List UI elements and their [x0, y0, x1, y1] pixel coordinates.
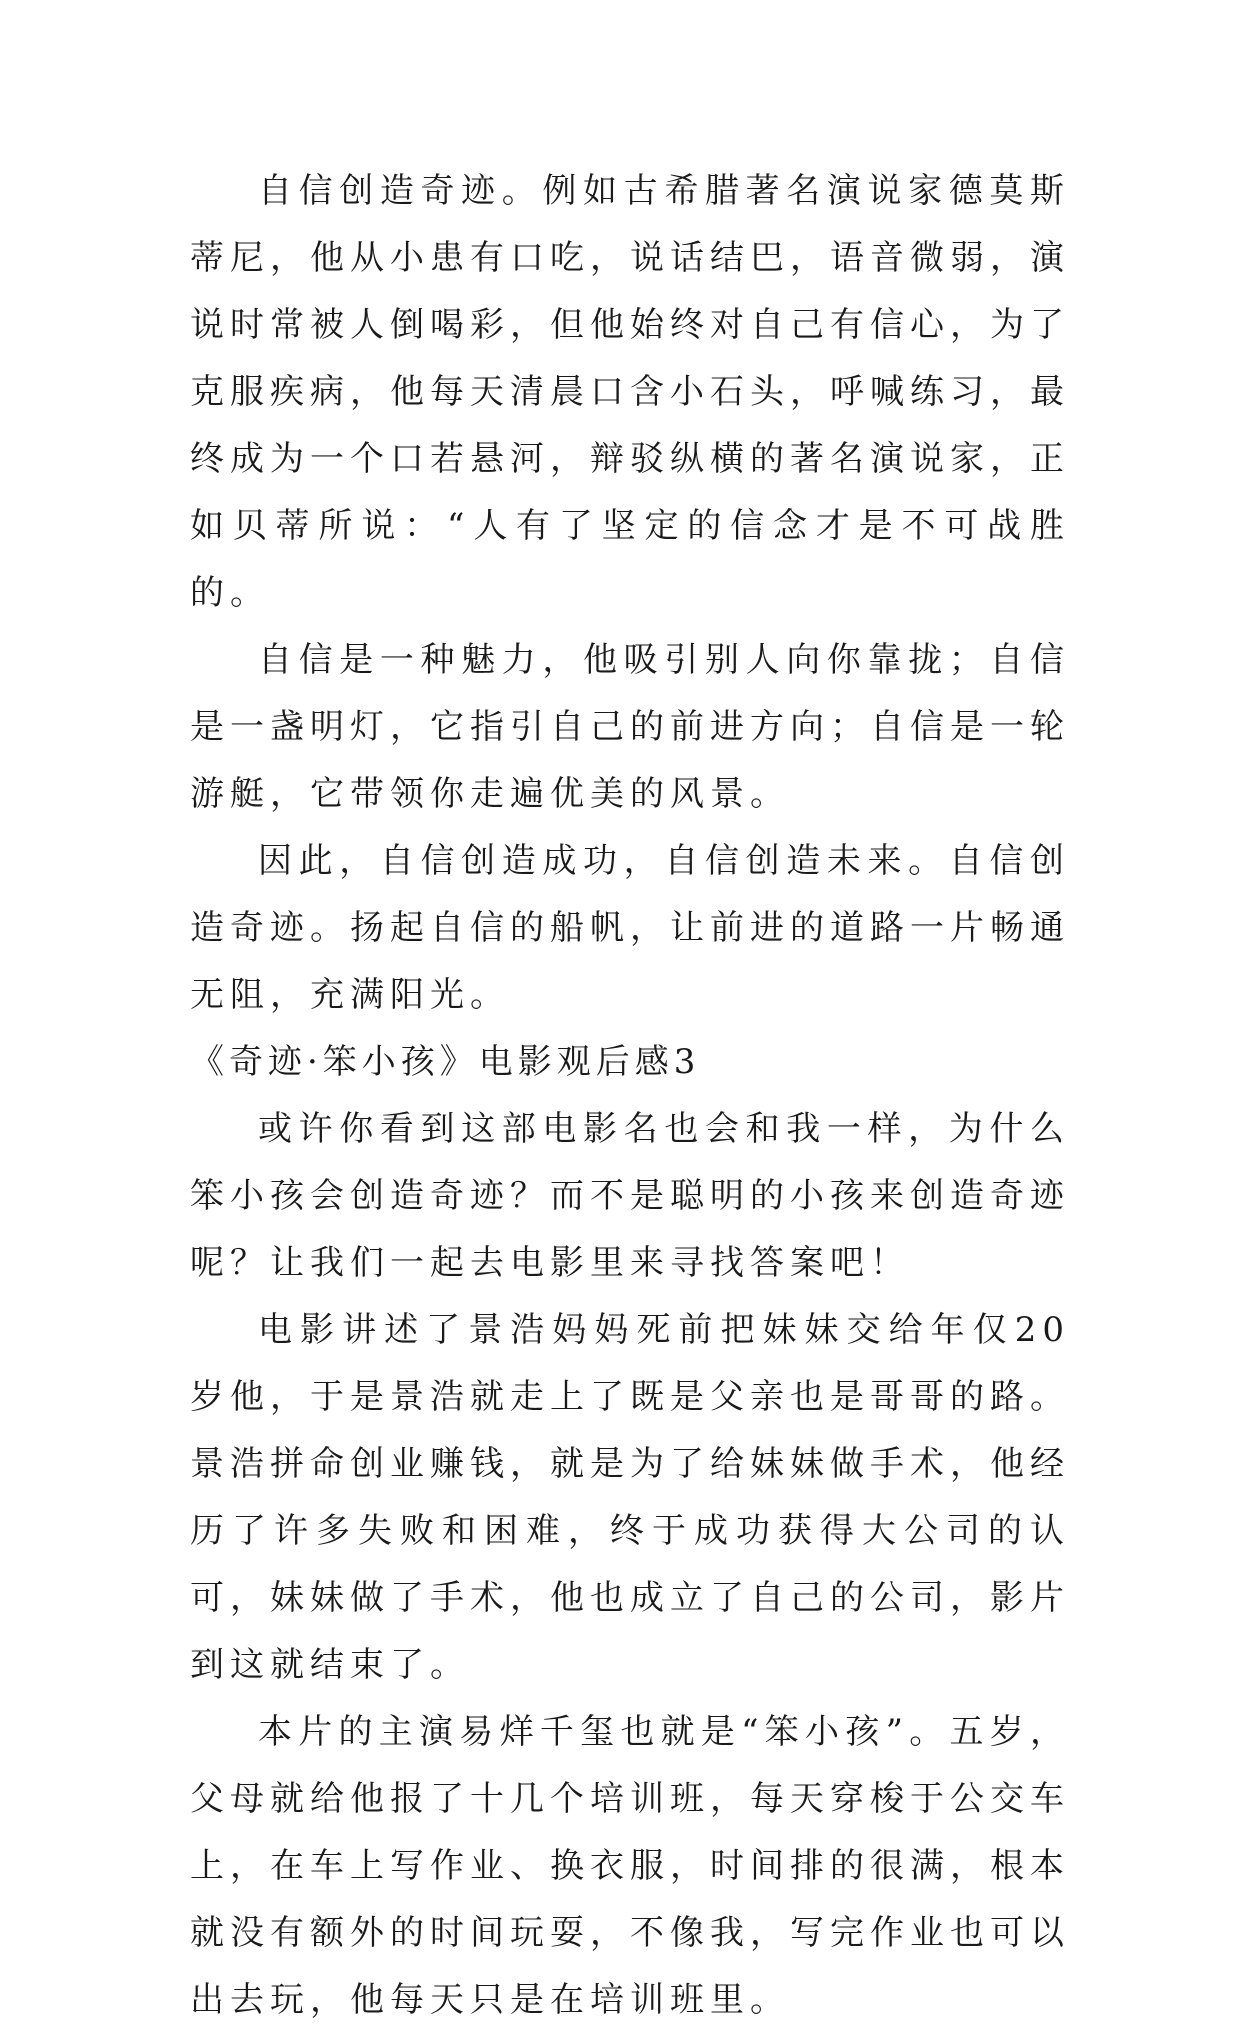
document-body: [190, 158, 1070, 2034]
paragraph-intro-question: 或许你看到这部电影名也会和我一样，为什么笨小孩会创造奇迹？而不是聪明的小孩来创造奇迹呢？让我们一起去电影里来寻找答案吧！: [190, 1109, 1070, 1283]
paragraph-confidence-charm: 自信是一种魅力，他吸引别人向你靠拢；自信是一盏明灯，它指引自己的前进方向；自信是一轮游艇，它带领你走遍优美的风景。: [190, 640, 1070, 814]
paragraph-confidence-miracle: 自信创造奇迹。例如古希腊著名演说家德莫斯蒂尼，他从小患有口吃，说话结巴，语音微弱，演说时常被人倒喝彩，但他始终对自己有信心，为了克服疾病，他每天清晨口含小石头，呼喊练习，最终成为一个口若悬河，辩驳纵横的著名演说家，正如贝蒂所说：“人有了坚定的信念才是不可战胜的。: [190, 171, 1070, 613]
section-heading: 《奇迹·笨小孩》电影观后感3: [190, 1042, 701, 1082]
paragraph-lead-actor: 本片的主演易烊千玺也就是“笨小孩”。五岁，父母就给他报了十几个培训班，每天穿梭于公交车上，在车上写作业、换衣服，时间排的很满，根本就没有额外的时间玩耍，不像我，写完作业也可以出去玩，他每天只是在培训班里。: [190, 1712, 1070, 2020]
paragraph-plot-summary: 电影讲述了景浩妈妈死前把妹妹交给年仅20岁他，于是景浩就走上了既是父亲也是哥哥的路。景浩拼命创业赚钱，就是为了给妹妹做手术，他经历了许多失败和困难，终于成功获得大公司的认可，妹妹做了手术，他也成立了自己的公司，影片到这就结束了。: [190, 1310, 1070, 1685]
paragraph-conclusion: 因此，自信创造成功，自信创造未来。自信创造奇迹。扬起自信的船帆，让前进的道路一片畅通无阻，充满阳光。: [190, 841, 1070, 1015]
